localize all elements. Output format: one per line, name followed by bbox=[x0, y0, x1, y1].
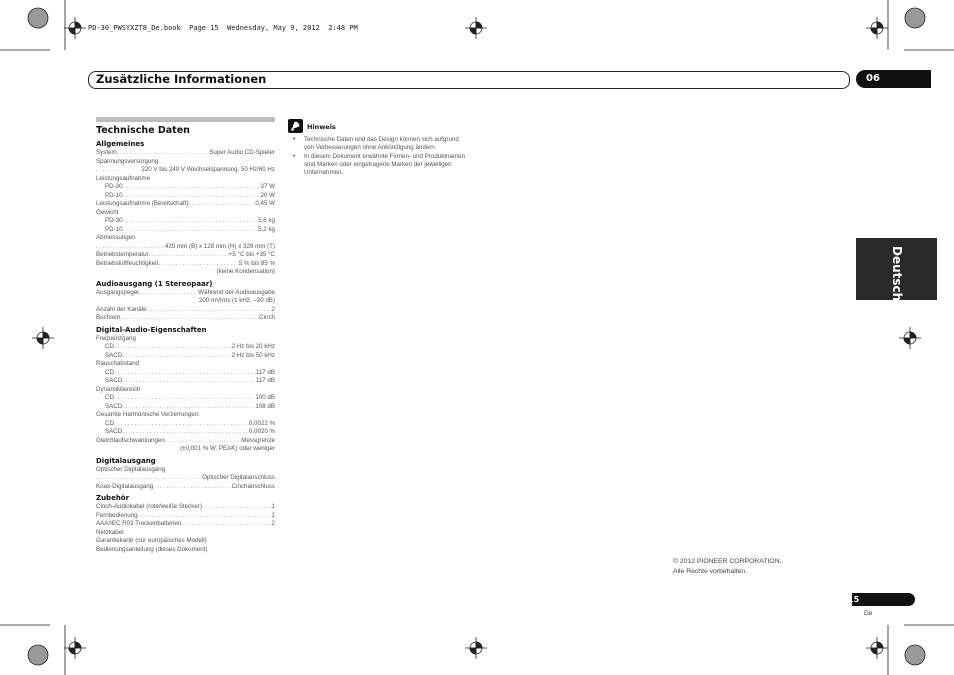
spec-value: 435 mm (B) x 128 mm (H) x 329 mm (T) bbox=[164, 242, 275, 250]
note-title: Hinweis bbox=[307, 123, 336, 131]
spec-row bbox=[96, 483, 275, 492]
spec-label: Cinch-Audiokabel (rote/weiße Stecker) bbox=[96, 503, 202, 510]
spec-row bbox=[96, 226, 275, 235]
spec-label: Buchsen bbox=[96, 314, 121, 321]
spec-label: Betriebsluftfeuchtigkeit bbox=[96, 259, 159, 267]
page-number-badge bbox=[848, 593, 915, 606]
spec-label: PD-10 bbox=[105, 225, 123, 233]
section-rule bbox=[96, 117, 275, 122]
spec-row bbox=[96, 243, 275, 252]
spec-note: (keine Kondensation) bbox=[216, 268, 275, 275]
spec-row bbox=[96, 503, 275, 512]
spec-label: CD bbox=[105, 394, 114, 401]
spec-label: PD-30 bbox=[105, 183, 123, 190]
subheading-digital-props: Digital-Audio-Eigenschaften bbox=[96, 325, 207, 334]
language-tab-label: Deutsch bbox=[890, 246, 904, 302]
spec-value: Während der Audioausgabe bbox=[198, 288, 275, 296]
copyright bbox=[673, 557, 781, 576]
spec-value: 0,45 W bbox=[255, 200, 275, 207]
note-icon bbox=[288, 119, 303, 133]
spec-label: Frequenzgang bbox=[96, 334, 136, 342]
spec-label: SACD bbox=[105, 402, 123, 410]
spec-label: Optischer Digitalausgang bbox=[96, 465, 166, 473]
subheading-accessories: Zubehör bbox=[96, 494, 130, 502]
spec-row bbox=[96, 314, 275, 323]
spec-row bbox=[96, 437, 275, 446]
spec-label: Bedienungsanleitung (dieses Dokument) bbox=[96, 545, 208, 553]
spec-label: Koax-Digitalausgang bbox=[96, 482, 154, 490]
spec-label: Anzahl der Kanäle bbox=[96, 305, 147, 313]
spec-row bbox=[96, 512, 275, 521]
spec-row bbox=[96, 474, 275, 483]
chapter-badge: 06 bbox=[856, 70, 931, 88]
page-language: De bbox=[864, 610, 873, 617]
spec-row bbox=[96, 166, 275, 175]
spec-label: Gesamte Harmonische Verzerrungen: bbox=[96, 411, 200, 418]
spec-value: 5 % bis 85 % bbox=[238, 259, 275, 267]
spec-value: 2 bbox=[271, 520, 275, 527]
spec-label: SACD bbox=[105, 351, 123, 359]
note-list bbox=[293, 136, 468, 177]
spec-label: Betriebstemperatur bbox=[96, 251, 149, 258]
note-item: • In diesem Dokument erwähnte Firmen- und Produktnamen sind Marken oder eingetragene Marken der jeweiligen Unternehmen. bbox=[293, 153, 468, 178]
spec-label: PD-30 bbox=[105, 217, 123, 224]
spec-value: 2 Hz bis 20 kHz bbox=[231, 343, 275, 350]
spec-row bbox=[96, 343, 275, 352]
subheading-general: Allgemeines bbox=[96, 140, 145, 148]
spec-value: 200 mVrms (1 kHz, –20 dB) bbox=[198, 297, 275, 304]
spec-value: +5 °C bis +35 °C bbox=[228, 251, 275, 258]
spec-label: Ausgangspegel bbox=[96, 288, 139, 296]
page-title: Zusätzliche Informationen bbox=[96, 72, 267, 86]
subheading-audio-out: Audioausgang (1 Stereopaar) bbox=[96, 279, 213, 288]
spec-value: Cinchanschluss bbox=[231, 482, 275, 490]
spec-label: Spannungsversorgung bbox=[96, 157, 159, 165]
spec-value: 5,2 kg bbox=[258, 225, 275, 233]
spec-label: PD-10 bbox=[105, 191, 123, 199]
spec-row bbox=[96, 260, 275, 269]
spec-label: Rauschabstand bbox=[96, 360, 139, 367]
spec-value: Optischer Digitalanschluss bbox=[202, 474, 275, 481]
spec-label: Leistungsaufnahme bbox=[96, 174, 151, 182]
spec-row bbox=[96, 520, 275, 529]
spec-label: CD bbox=[105, 343, 114, 350]
spec-row bbox=[96, 377, 275, 386]
spec-row bbox=[96, 192, 275, 201]
spec-label: Garantiekarte (nur europäisches Modell) bbox=[96, 537, 207, 544]
spec-label: System bbox=[96, 149, 117, 156]
spec-value: Super Audio CD-Spieler bbox=[209, 149, 275, 156]
note-item: • Technische Daten und das Design können sich aufgrund von Verbesserungen ohne Ankündigung ändern. bbox=[293, 136, 468, 153]
file-info: PD-30_PWSYXZT8_De.book Page 15 Wednesday, May 9, 2012 2:48 PM bbox=[88, 24, 358, 32]
spec-label: Gewicht bbox=[96, 208, 119, 216]
spec-label: SACD bbox=[105, 377, 123, 384]
spec-value: Cinch bbox=[259, 314, 275, 321]
spec-row bbox=[96, 149, 275, 158]
spec-value: 5,6 kg bbox=[258, 217, 275, 224]
spec-row bbox=[96, 420, 275, 429]
language-tab bbox=[856, 238, 937, 300]
spec-row bbox=[96, 200, 275, 209]
spec-label: SACD bbox=[105, 428, 123, 435]
spec-row bbox=[96, 217, 275, 226]
spec-row bbox=[96, 394, 275, 403]
spec-row bbox=[96, 369, 275, 378]
spec-value: 117 dB bbox=[255, 368, 275, 376]
spec-value: 1 bbox=[271, 503, 275, 510]
spec-value: 2 bbox=[271, 305, 275, 313]
spec-value: Messgrenze bbox=[241, 436, 275, 444]
spec-row bbox=[96, 183, 275, 192]
spec-label: Leistungsaufnahme (Bereitschaft) bbox=[96, 200, 189, 207]
spec-value: (±0,001 % W. PEAK) oder weniger bbox=[180, 445, 275, 452]
spec-row bbox=[96, 403, 275, 412]
spec-label: Dynamikbereich bbox=[96, 385, 141, 393]
spec-label: AAA/IEC R03 Trockenbatterien bbox=[96, 520, 182, 527]
spec-row bbox=[96, 251, 275, 260]
rights-line: Alle Rechte vorbehalten. bbox=[673, 567, 748, 575]
spec-row bbox=[96, 289, 275, 298]
spec-label: Netzkabel bbox=[96, 528, 124, 536]
spec-row bbox=[96, 306, 275, 315]
subheading-digital-out: Digitalausgang bbox=[96, 456, 156, 465]
spec-value: 117 dB bbox=[255, 377, 275, 384]
specs-column bbox=[96, 140, 275, 554]
spec-value: 0,0022 % bbox=[248, 419, 275, 427]
spec-label: CD bbox=[105, 368, 114, 376]
spec-value: 220 V bis 240 V Wechselspannung, 50 Hz/60 Hz bbox=[141, 166, 275, 173]
spec-row bbox=[96, 428, 275, 437]
spec-value: 108 dB bbox=[255, 402, 275, 410]
spec-value: 37 W bbox=[260, 183, 275, 190]
spec-value: 20 W bbox=[260, 191, 275, 199]
spec-label: Abmessungen bbox=[96, 234, 136, 241]
spec-value: 100 dB bbox=[255, 394, 275, 401]
spec-label: Fernbedienung bbox=[96, 511, 138, 519]
spec-value: 0,0020 % bbox=[248, 428, 275, 435]
spec-row bbox=[96, 352, 275, 361]
spec-label: Gleichlaufschwankungen bbox=[96, 436, 165, 444]
copyright-line: © 2012 PIONEER CORPORATION. bbox=[673, 558, 782, 565]
spec-value: 2 Hz bis 50 kHz bbox=[231, 351, 275, 359]
spec-value: 1 bbox=[271, 511, 275, 519]
page-number: 15 bbox=[848, 595, 860, 604]
spec-label: CD bbox=[105, 419, 114, 427]
section-title: Technische Daten bbox=[96, 125, 190, 136]
